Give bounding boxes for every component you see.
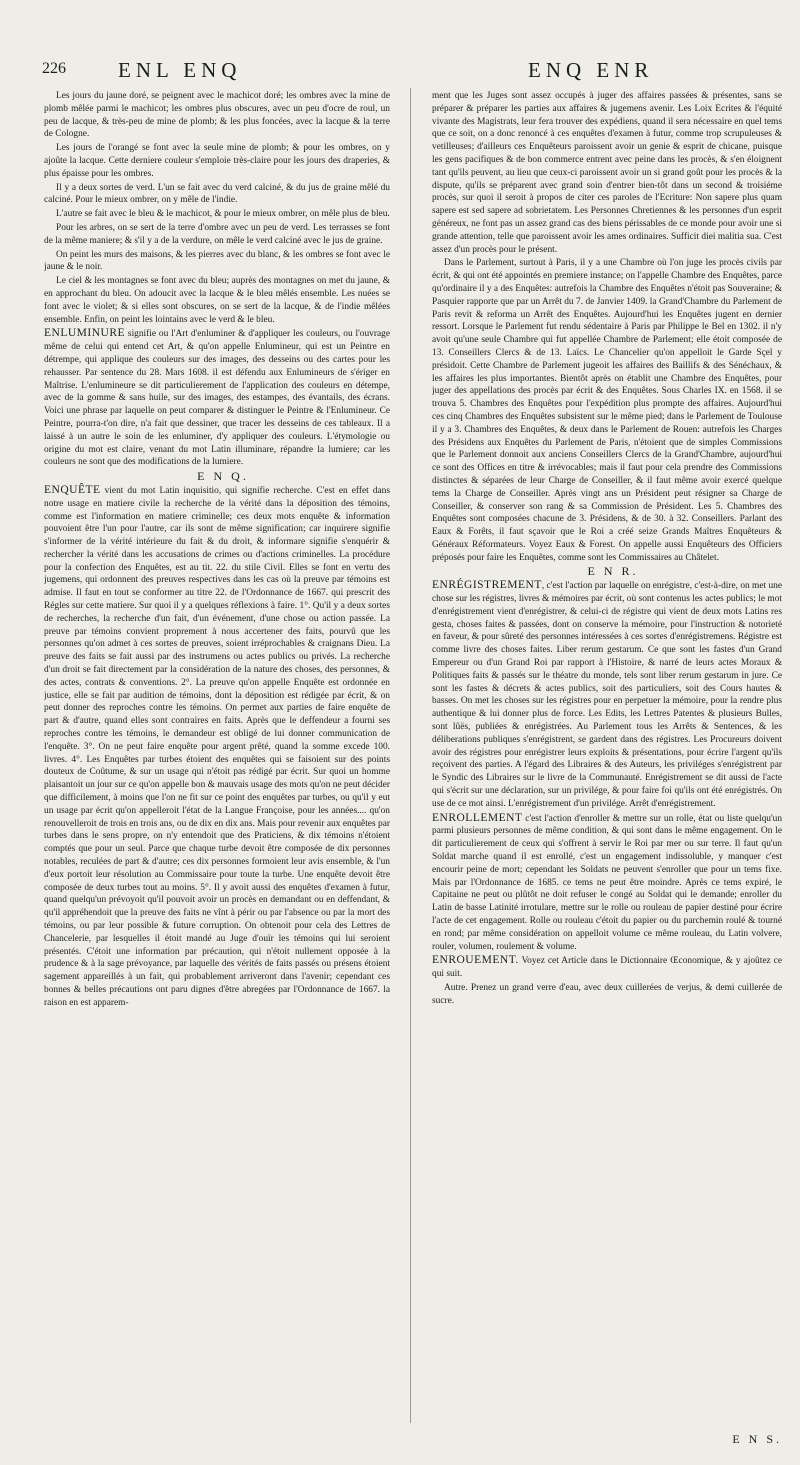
entry-enquete xyxy=(44,484,390,1010)
headword-enregistrement: ENRÉGISTREMENT xyxy=(432,579,542,592)
headword-enluminure: ENLUMINURE xyxy=(44,327,126,340)
entry-enrollement xyxy=(432,812,782,954)
paragraph-orange: Les jours de l'orangé se font avec la seule mine de plomb; & pour les ombres, on y ajoûte la lacque. Cette derniere couleur s'emploie très-claire pour les jours des draperies, & plus épaisse pour les ombres. xyxy=(44,143,390,179)
paragraph-parlement: Dans le Parlement, surtout à Paris, il y a une Chambre où l'on juge les procès civils par écrit, & qui ont été appointés en premiere instance; on l'appelle Chambre des Enquêtes, parce qu'ordinaire il y a des Enquêtes: autrefois la Chambre des Enquêtes n'étoit pas Souveraine; & Pasquier rapporte que par un Arrêt du 7. de Janvier 1409. la Grand'Chambre du Parlement de Paris revit & reforma un Arrêt des Enquêtes. Aujourd'hui les Enquêtes jugent en dernier ressort. Lorsque le Parlement fut rendu sédentaire à Paris par Philippe le Bel en 1302. il n'y avoit qu'une seule Chambre qui fut appellée Chambre de Parlement; elle étoit composée de 13. Conseillers Clercs & de 13. Laïcs. Le Chancelier qu'on appelloit le Garde Sçel y présidoit. Cette Chambre de Parlement jugeoit les affaires des Baillifs & des Sénéchaux, & les affaires les plus importantes. Bientôt après on établit une Chambre des Enquêtes, pour juger des appellations des procès par écrit & des Enquêtes. Sous Charles IX. en 1568. il se trouva 5. Chambres des Enquêtes pour l'expédition plus prompte des affaires. Aujourd'hui ces cinq Chambres des Enquêtes subsistent sur le même pied; dans le Parlement de Toulouse il y a 3. Chambres des Enquêtes, & deux dans le Parlement de Rouen: autrefois les Charges des Présidens aux Enquêtes du Parlement de Paris, n'étoient que de simples Commissions que le Parlement donnoit aux anciens Conseillers Clercs de la Grand'Chambre, aujourd'hui ce sont des Offices en titre & irrévocables; mais il faut pour cela prendre des Commissions distinctes & séparées de leur Charge de Conseiller, & il faut même avoir exercé quelque tems la Charge de Conseiller. Après vingt ans un Président peut résigner sa Charge de Conseiller, & conserver son rang & sa Commission de Président. Les 5. Chambres des Enquêtes sont composées chacune de 3. Présidens, & de 30. à 32. Conseillers. Parlant des Eaux & Forêts, il faut sçavoir que le Roi a créé seize Grands Maîtres Enquêteurs & Généraux Réformateurs. Voyez Eaux & Forest. On appelle aussi Enquêteurs des Officiers préposés pour faire les Enquêtes, comme sont les Commissaires au Châtelet. xyxy=(432,258,782,563)
paragraph-ciel: Le ciel & les montagnes se font avec du bleu; auprès des montagnes on met du jaune, & en approchant du bleu. On adoucit avec la lacque & le bleu mêlés ensemble. Les nuées se font avec le violet; & si elles sont obscures, on se sert de la lacque, & de l'indie mêlées ensemble. Enfin, on peint les lointains avec le verd & le bleu. xyxy=(44,276,390,325)
headword-enrollement: ENROLLEMENT xyxy=(432,811,523,824)
paragraph-autre-verd: L'autre se fait avec le bleu & le machicot, & pour le mieux ombrer, on mêle plus de bleu. xyxy=(56,209,390,220)
left-column xyxy=(44,90,390,1425)
entry-enregistrement-text: , c'est l'action par laquelle on enrégistre, c'est-à-dire, on met une chose sur les régistres, livres & mémoires par écrit, où sont contenus les actes publics; le mot d'enrégistrement vient d'enrégistrer, & celui-ci de régistre qui vient de deux mots Latins res gesta, choses faites & passées, dont on conserve la mémoire, pour l'instruction & notorieté en faveur, & pour sûreté des personnes intéressées à ces sortes d'enrégistremens. Régistre est comme livre des choses faites. Liber rerum gestarum. Ce que sont les fastes d'un Grand Empereur ou d'un Grand Roi par rapport à l'Histoire, & narré de leurs actes Moraux & Politiques faits & passés sur le théatre du monde, tels sont liber rerum gestarum in jure. Ce sont les fastes & décrets & actes publics, soit des particuliers, soit des Cours hautes & basses. On met les choses sur les régistres pour en perpetuer la mémoire, pour la rendre plus authentique & lui donner plus de force. Les Edits, les Lettres Patentes & plusieurs Bulles, sont lûës, publiées & enrégistrées. Au Parlement tous les Arrêts & Sentences, & les déliberations publiques s'enrégistrent, se gardent dans des régistres. Les Procureurs doivent avoir des régistres pour enrégistrer leurs exploits & présentations, pour écrire l'argent qu'ils reçoivent des parties. A l'égard des Libraires & des Auteurs, les priviléges s'enrégistrent par le Syndic des Libraires sur le livre de la Communauté. Enrégistrement se dit aussi de l'acte qui s'écrit sur une déclaration, sur un privilége, & pour faire foi qu'ils ont été enrégistrés. On use de ce mot ainsi. L'enrégistrement d'un privilége. Arrêt d'enrégistrement. xyxy=(432,581,782,809)
headword-enrouement: ENROUEMENT. xyxy=(432,954,519,967)
paragraph-jaune: Les jours du jaune doré, se peignent avec le machicot doré; les ombres avec la mine de plomb mêlée parmi le machicot; les ombres plus obscures, avec un peu d'ocre de roul, un peu de lacque, & très-peu de mine de plomb; & les plus foncées, avec la lacque & la terre de Cologne. xyxy=(44,91,390,140)
entry-enluminure xyxy=(44,327,390,469)
paragraph-arbres: Pour les arbres, on se sert de la terre d'ombre avec un peu de verd. Les terrasses se font de la même maniere; & s'il y a de la verdure, on mêle le verd calciné avec le jus de graine. xyxy=(44,222,390,246)
running-head xyxy=(0,58,800,88)
catchword: E N S. xyxy=(732,1432,782,1446)
section-heading-enr: E N R. xyxy=(587,564,639,579)
section-heading-enq: E N Q. xyxy=(197,469,249,484)
page-number: 226 xyxy=(42,60,66,77)
entry-enquete-text: vient du mot Latin inquisitio, qui signifie recherche. C'est en effet dans notre usage en matiere civile la recherche de la vérité dans la déposition des témoins, comme est l'information en matiere criminelle; ces deux mots enquête & information pouvoient être l'un pour l'autre, car ils sont de même signification; car inquirere signifie s'informer de la vérité intérieure du fait & du droit, & informare signifie s'enquérir & rechercher la vérité dans les accusations de crimes ou d'actions criminelles. La procédure pour la confection des Enquêtes, est au tit. 22. du stile Civil. Elles se font en vertu des jugemens, qui ordonnent des preuves respectives dans les cas où la preuve par témoins est admise. Il faut en tout se conformer au titre 22. de l'Ordonnance de 1667. qui prescrit des Régles sur cette matiere. Sur quoi il y a quelques réflexions à faire. 1°. Qu'il y a deux sortes de recherches, la recherche d'un fait, d'un événement, d'une chose ou action passée. La preuve par témoins convient proprement à nous accertener des faits, pourvû que les personnes qu'on admet à ces sortes de preuves, soient irréprochables & craignans Dieu. La preuve des faits se fait aussi par des instrumens ou actes publics ou privés. La recherche d'un droit se fait directement par la considération de la nature des choses, des personnes, & des actes, contrats & conventions. 2°. La preuve qu'on appelle Enquête est ordonnée en justice, elle se fait par audition de témoins, dont la déposition est rédigée par écrit, & on peut donner des reproches contre les témoins. On permet aux parties de faire enquête de part & d'autre, quand elles sont contraires en faits. Après que le deffendeur a fourni ses reproches contre les témoins, le demandeur est obligé de lui donner communication de l'enquête. 3°. On ne peut faire enquête pour argent prêté, quand la somme excede 100. livres. 4°. Les Enquêtes par turbes étoient des enquêtes qui se faisoient sur des points douteux de Coûtume, & sur un usage qui n'étoit pas rédigé par écrit. Sur quoi un homme plaisantoit un jour sur ce qu'on appelle bon & mauvais usage des mots qu'on ne peut décider que difficilement, à moins que l'on ne fit sur ce point des enquêtes par turbes, ou qu'il y eut un usage par écrit qu'on appelleroit l'état de la Langue Françoise, pour les années.... qu'on renouvelleroit de trois en trois ans, ou de dix en dix ans. Mais pour revenir aux enquêtes par turbes dans le sens propre, on n'y entendoit que des Praticiens, & dix témoins n'étoient comptés que pour un seul. Parce que chaque turbe devoit être composée de dix personnes notables, reculées de part & d'autre; ces dix personnes formoient leur avis ensemble, & l'un d'eux portoit leur résolution au Commissaire pour toute la turbe. Une enquête devoit être composée de deux turbes tout au moins. 5°. Il y avoit aussi des enquêtes d'examen à futur, quand quelqu'un prévoyoit qu'il pouvoit avoir un procès en demandant ou en deffendant, & qu'il appréhendoit que la preuve des faits ne vînt à périr ou par l'absence ou par la mort des témoins, ou par leur possible & future corruption. On obtenoit pour cela des Lettres de Chancelerie, par lesquelles il étoit mandé au Juge d'ouïr les témoins qui lui seroient présentés. C'étoit une information par précaution, qui n'étoit nullement opposée à la prudence & à la sage prévoyance, par laquelle des vérités de faits passés ou présens étoient sagement appareillés à un fait, qui probablement arriveront dans l'avenir; cependant ces bonnes & belles précautions ont paru dignes d'être abregées par l'Ordonnance de 1667. la raison en est apparem- xyxy=(44,485,390,1008)
running-head-right: ENQ ENR xyxy=(528,58,654,82)
running-head-left: ENL ENQ xyxy=(118,58,242,82)
paragraph-enquete-continued: ment que les Juges sont assez occupés à juger des affaires passées & présentes, sans se préparer & préparer les parties aux affaires & jugemens avenir. Les Loix Ecrites & l'équité vivante des Magistrats, leur fera trouver des expédiens, quand il sera nécessaire en quel tems que ce soit, on a donc renoncé à ces enquêtes d'examen à futur, comme trop scrupuleuses & vetilleuses; d'ailleurs ces Enquêteurs paroissent avoir un genie & esprit de chicane, puisque les gens pacifiques & de bon commerce entrent avec peine dans les procès, & s'en éloignent tant qu'ils peuvent, au lieu que ceux-ci paroissent avoir un si grand goût pour les procès & la dispute, qu'ils se préparent avec grand soin d'entrer bien-tôt dans un second & troisiéme procès, sur quoi il seroit à propos de citer ces paroles de l'Ecriture: Non sapere plus quam sapere est sed sapere ad sobrietatem. Les Personnes Chretiennes & les personnes d'un esprit généreux, ne font pas un assez grand cas des biens périssables de ce monde pour avoir une si grande attention, telle que paroissent avoir les ames ordinaires. Sufficit diei malitia sua. C'est assez d'un procès pour le présent. xyxy=(432,91,782,255)
right-column xyxy=(432,90,782,1425)
entry-enrouement xyxy=(432,954,782,981)
entry-enrouement-text: Voyez cet Article dans le Dictionnaire Œconomique, & y ajoûtez ce qui suit. xyxy=(432,956,782,980)
entry-enregistrement xyxy=(432,579,782,810)
paragraph-verd: Il y a deux sortes de verd. L'un se fait avec du verd calciné, & du jus de graine mêlé du calciné. Pour le mieux ombrer, on y mêle de l'indie. xyxy=(44,182,390,206)
paragraph-autre-remede: Autre. Prenez un grand verre d'eau, avec deux cuillerées de verjus, & demi cuillerée de sucre. xyxy=(432,982,782,1006)
column-divider xyxy=(410,88,411,1423)
entry-enrollement-text: c'est l'action d'enroller & mettre sur un rolle, état ou liste quelqu'un parmi plusieurs personnes de même condition, & qui sont dans le même engagement. On le dit particulierement de ceux qui s'offrent à servir le Roi par mer ou sur terre. Il faut qu'un Soldat marche quand il est enrollé, c'est un engagement indissoluble, y manquer c'est encourir peine de mort; cependant les Soldats ne peuvent s'enroller que pour un tems fixe. Mais par l'Ordonnance de 1685. ce tems ne peut être moindre. Après ce tems expiré, le Capitaine ne peut ou plûtôt ne doit refuser le congé au Soldat qui le demande; enroller du Latin de basse Latinité irrotulare, mettre sur le rolle ou rouleau de papier destiné pour écrire l'acte de cet engagement. Rolle ou rouleau c'étoit du papier ou du parchemin roulé & tourné en rond; par même considération on appelloit volume ce même rouleau, du Latin volvere, rouler, volumen, roulement & volume. xyxy=(432,813,782,952)
headword-enquete: ENQUÊTE xyxy=(44,483,101,496)
paragraph-murs: On peint les murs des maisons, & les pierres avec du blanc, & les ombres se font avec le jaune & le noir. xyxy=(44,249,390,273)
entry-enluminure-text: signifie ou l'Art d'enluminer & d'appliquer les couleurs, ou l'ouvrage même de celui qui entend cet Art, & qu'on appelle Enlumineur, qui est un Peintre en détrempe, qui applique des couleurs sur des images, des desseins ou des cartes pour les rehausser. Par sentence du 28. Mars 1608. il est défendu aux Enlumineurs de s'ériger en Maîtrise. L'enlumineure se dit particulierement de l'application des couleurs en détempe, avec de la gomme & sans huile, sur des images, des estampes, des évantails, des écrans. Voici une phrase par laquelle on peut comparer & distinguer le Peintre & l'Enlumineur. Ce Peintre, pourra-t'on dire, n'a fait que dessiner, que tracer les desseins de ces tableaux. Il a laissé à un autre le soin de les enluminer, d'y appliquer des couleurs. L'étymologie ou origine du mot est claire, venant du mot Latin illuminare, répandre la lumiere; car les couleurs ne sont que des modifications de la lumiere. xyxy=(44,329,390,468)
